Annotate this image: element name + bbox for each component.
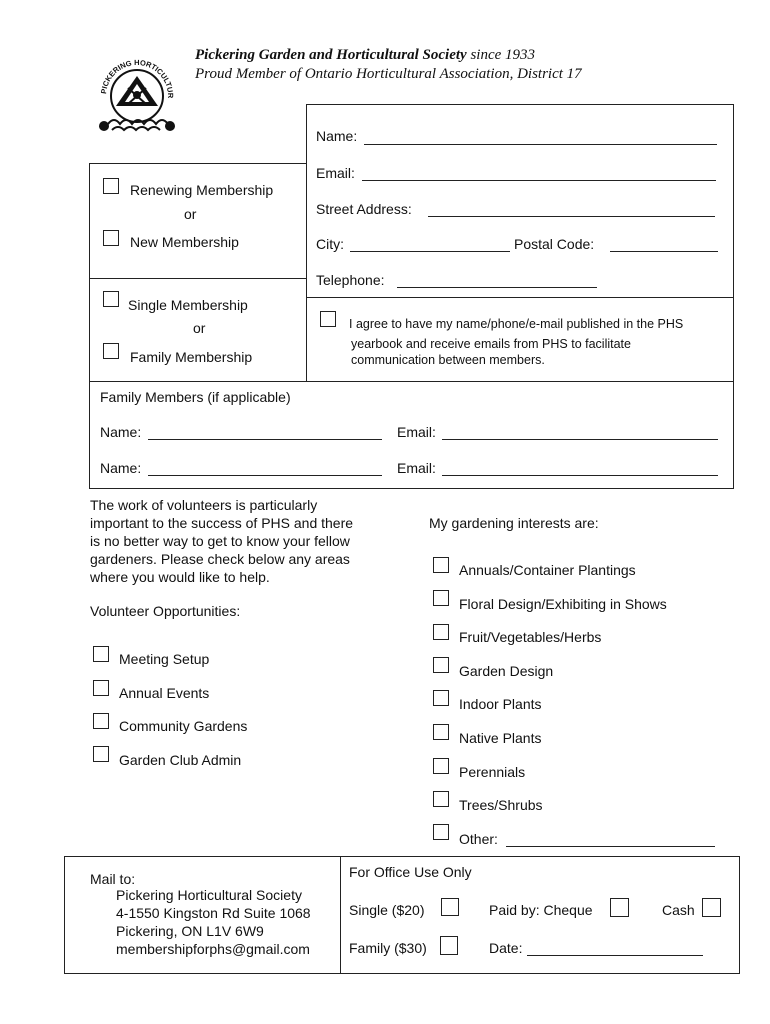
trees-shrubs-checkbox[interactable] bbox=[433, 791, 449, 807]
interests-heading: My gardening interests are: bbox=[429, 515, 599, 531]
annuals-checkbox[interactable] bbox=[433, 557, 449, 573]
date-field[interactable] bbox=[527, 955, 703, 956]
interest-item: Garden Design bbox=[459, 663, 554, 679]
indoor-plants-checkbox[interactable] bbox=[433, 690, 449, 706]
native-plants-checkbox[interactable] bbox=[433, 724, 449, 740]
volunteer-intro-5: where you would like to help. bbox=[90, 569, 270, 585]
office-title: For Office Use Only bbox=[349, 864, 472, 880]
mail-line-1: Pickering Horticultural Society bbox=[116, 887, 302, 903]
new-membership-checkbox[interactable] bbox=[103, 230, 119, 246]
svg-text:PICKERING HORTICULTURAL SOCIET: PICKERING HORTICULTUR bbox=[99, 57, 176, 99]
cash-label: Cash bbox=[662, 902, 695, 918]
community-gardens-checkbox[interactable] bbox=[93, 713, 109, 729]
family-email-field-2[interactable] bbox=[442, 475, 718, 476]
mail-line-2: 4-1550 Kingston Rd Suite 1068 bbox=[116, 905, 311, 921]
garden-club-admin-checkbox[interactable] bbox=[93, 746, 109, 762]
postal-field[interactable] bbox=[610, 251, 718, 252]
name-label: Name: bbox=[316, 128, 358, 144]
family-name-label: Name: bbox=[100, 424, 142, 440]
other-field[interactable] bbox=[506, 846, 715, 847]
city-field[interactable] bbox=[350, 251, 510, 252]
interest-item: Native Plants bbox=[459, 730, 542, 746]
office-single-checkbox[interactable] bbox=[441, 898, 459, 916]
cheque-checkbox[interactable] bbox=[610, 898, 629, 917]
office-family-checkbox[interactable] bbox=[440, 936, 458, 955]
floral-design-checkbox[interactable] bbox=[433, 590, 449, 606]
name-field[interactable] bbox=[364, 144, 717, 145]
consent-checkbox[interactable] bbox=[320, 311, 336, 327]
consent-text-1: I agree to have my name/phone/e-mail published in the PHS bbox=[349, 317, 684, 331]
volunteer-item: Annual Events bbox=[119, 685, 210, 701]
office-family-label: Family ($30) bbox=[349, 940, 427, 956]
fruit-veg-checkbox[interactable] bbox=[433, 624, 449, 640]
email-label: Email: bbox=[316, 165, 355, 181]
or-label: or bbox=[193, 320, 206, 336]
consent-text-3: communication between members. bbox=[351, 353, 545, 367]
family-label: Family Membership bbox=[130, 349, 253, 365]
family-name-label: Name: bbox=[100, 460, 142, 476]
garden-design-checkbox[interactable] bbox=[433, 657, 449, 673]
family-email-label: Email: bbox=[397, 460, 436, 476]
volunteer-intro-1: The work of volunteers is particularly bbox=[90, 497, 318, 513]
perennials-checkbox[interactable] bbox=[433, 758, 449, 774]
volunteer-intro-2: important to the success of PHS and there bbox=[90, 515, 354, 531]
family-name-field-2[interactable] bbox=[148, 475, 382, 476]
interest-item: Annuals/Container Plantings bbox=[459, 562, 636, 578]
society-title bbox=[195, 47, 535, 64]
renewing-checkbox[interactable] bbox=[103, 178, 119, 194]
volunteer-intro-3: is no better way to get to know your fellow bbox=[90, 533, 350, 549]
annual-events-checkbox[interactable] bbox=[93, 680, 109, 696]
mail-label: Mail to: bbox=[90, 871, 136, 887]
mail-email: membershipforphs@gmail.com bbox=[116, 941, 310, 957]
telephone-field[interactable] bbox=[397, 287, 597, 288]
member-line: Proud Member of Ontario Horticultural Association, District 17 bbox=[195, 66, 582, 82]
telephone-label: Telephone: bbox=[316, 272, 385, 288]
single-label: Single Membership bbox=[128, 297, 248, 313]
volunteer-item: Meeting Setup bbox=[119, 651, 210, 667]
date-label: Date: bbox=[489, 940, 523, 956]
since-year: since 1933 bbox=[470, 47, 536, 63]
family-members-title: Family Members (if applicable) bbox=[100, 389, 291, 405]
family-name-field-1[interactable] bbox=[148, 439, 382, 440]
paid-by-label: Paid by: Cheque bbox=[489, 902, 593, 918]
new-label: New Membership bbox=[130, 234, 239, 250]
volunteer-intro-4: gardeners. Please check below any areas bbox=[90, 551, 350, 567]
interest-item: Floral Design/Exhibiting in Shows bbox=[459, 596, 667, 612]
street-field[interactable] bbox=[428, 216, 715, 217]
cash-checkbox[interactable] bbox=[702, 898, 721, 917]
volunteer-item: Community Gardens bbox=[119, 718, 248, 734]
street-label: Street Address: bbox=[316, 201, 412, 217]
email-field[interactable] bbox=[362, 180, 716, 181]
renewing-label: Renewing Membership bbox=[130, 182, 274, 198]
single-checkbox[interactable] bbox=[103, 291, 119, 307]
interest-item: Trees/Shrubs bbox=[459, 797, 543, 813]
or-label: or bbox=[184, 206, 197, 222]
meeting-setup-checkbox[interactable] bbox=[93, 646, 109, 662]
volunteer-heading: Volunteer Opportunities: bbox=[90, 603, 241, 619]
interest-item: Indoor Plants bbox=[459, 696, 542, 712]
society-logo bbox=[88, 44, 186, 140]
interest-item: Perennials bbox=[459, 764, 526, 780]
consent-text-2: yearbook and receive emails from PHS to facilitate bbox=[351, 337, 631, 351]
interest-item: Other: bbox=[459, 831, 498, 847]
interest-item: Fruit/Vegetables/Herbs bbox=[459, 629, 602, 645]
office-single-label: Single ($20) bbox=[349, 902, 425, 918]
family-email-label: Email: bbox=[397, 424, 436, 440]
postal-label: Postal Code: bbox=[514, 236, 595, 252]
family-email-field-1[interactable] bbox=[442, 439, 718, 440]
society-name: Pickering Garden and Horticultural Society bbox=[195, 47, 467, 63]
mail-line-3: Pickering, ON L1V 6W9 bbox=[116, 923, 264, 939]
volunteer-item: Garden Club Admin bbox=[119, 752, 242, 768]
family-checkbox[interactable] bbox=[103, 343, 119, 359]
other-checkbox[interactable] bbox=[433, 824, 449, 840]
city-label: City: bbox=[316, 236, 344, 252]
